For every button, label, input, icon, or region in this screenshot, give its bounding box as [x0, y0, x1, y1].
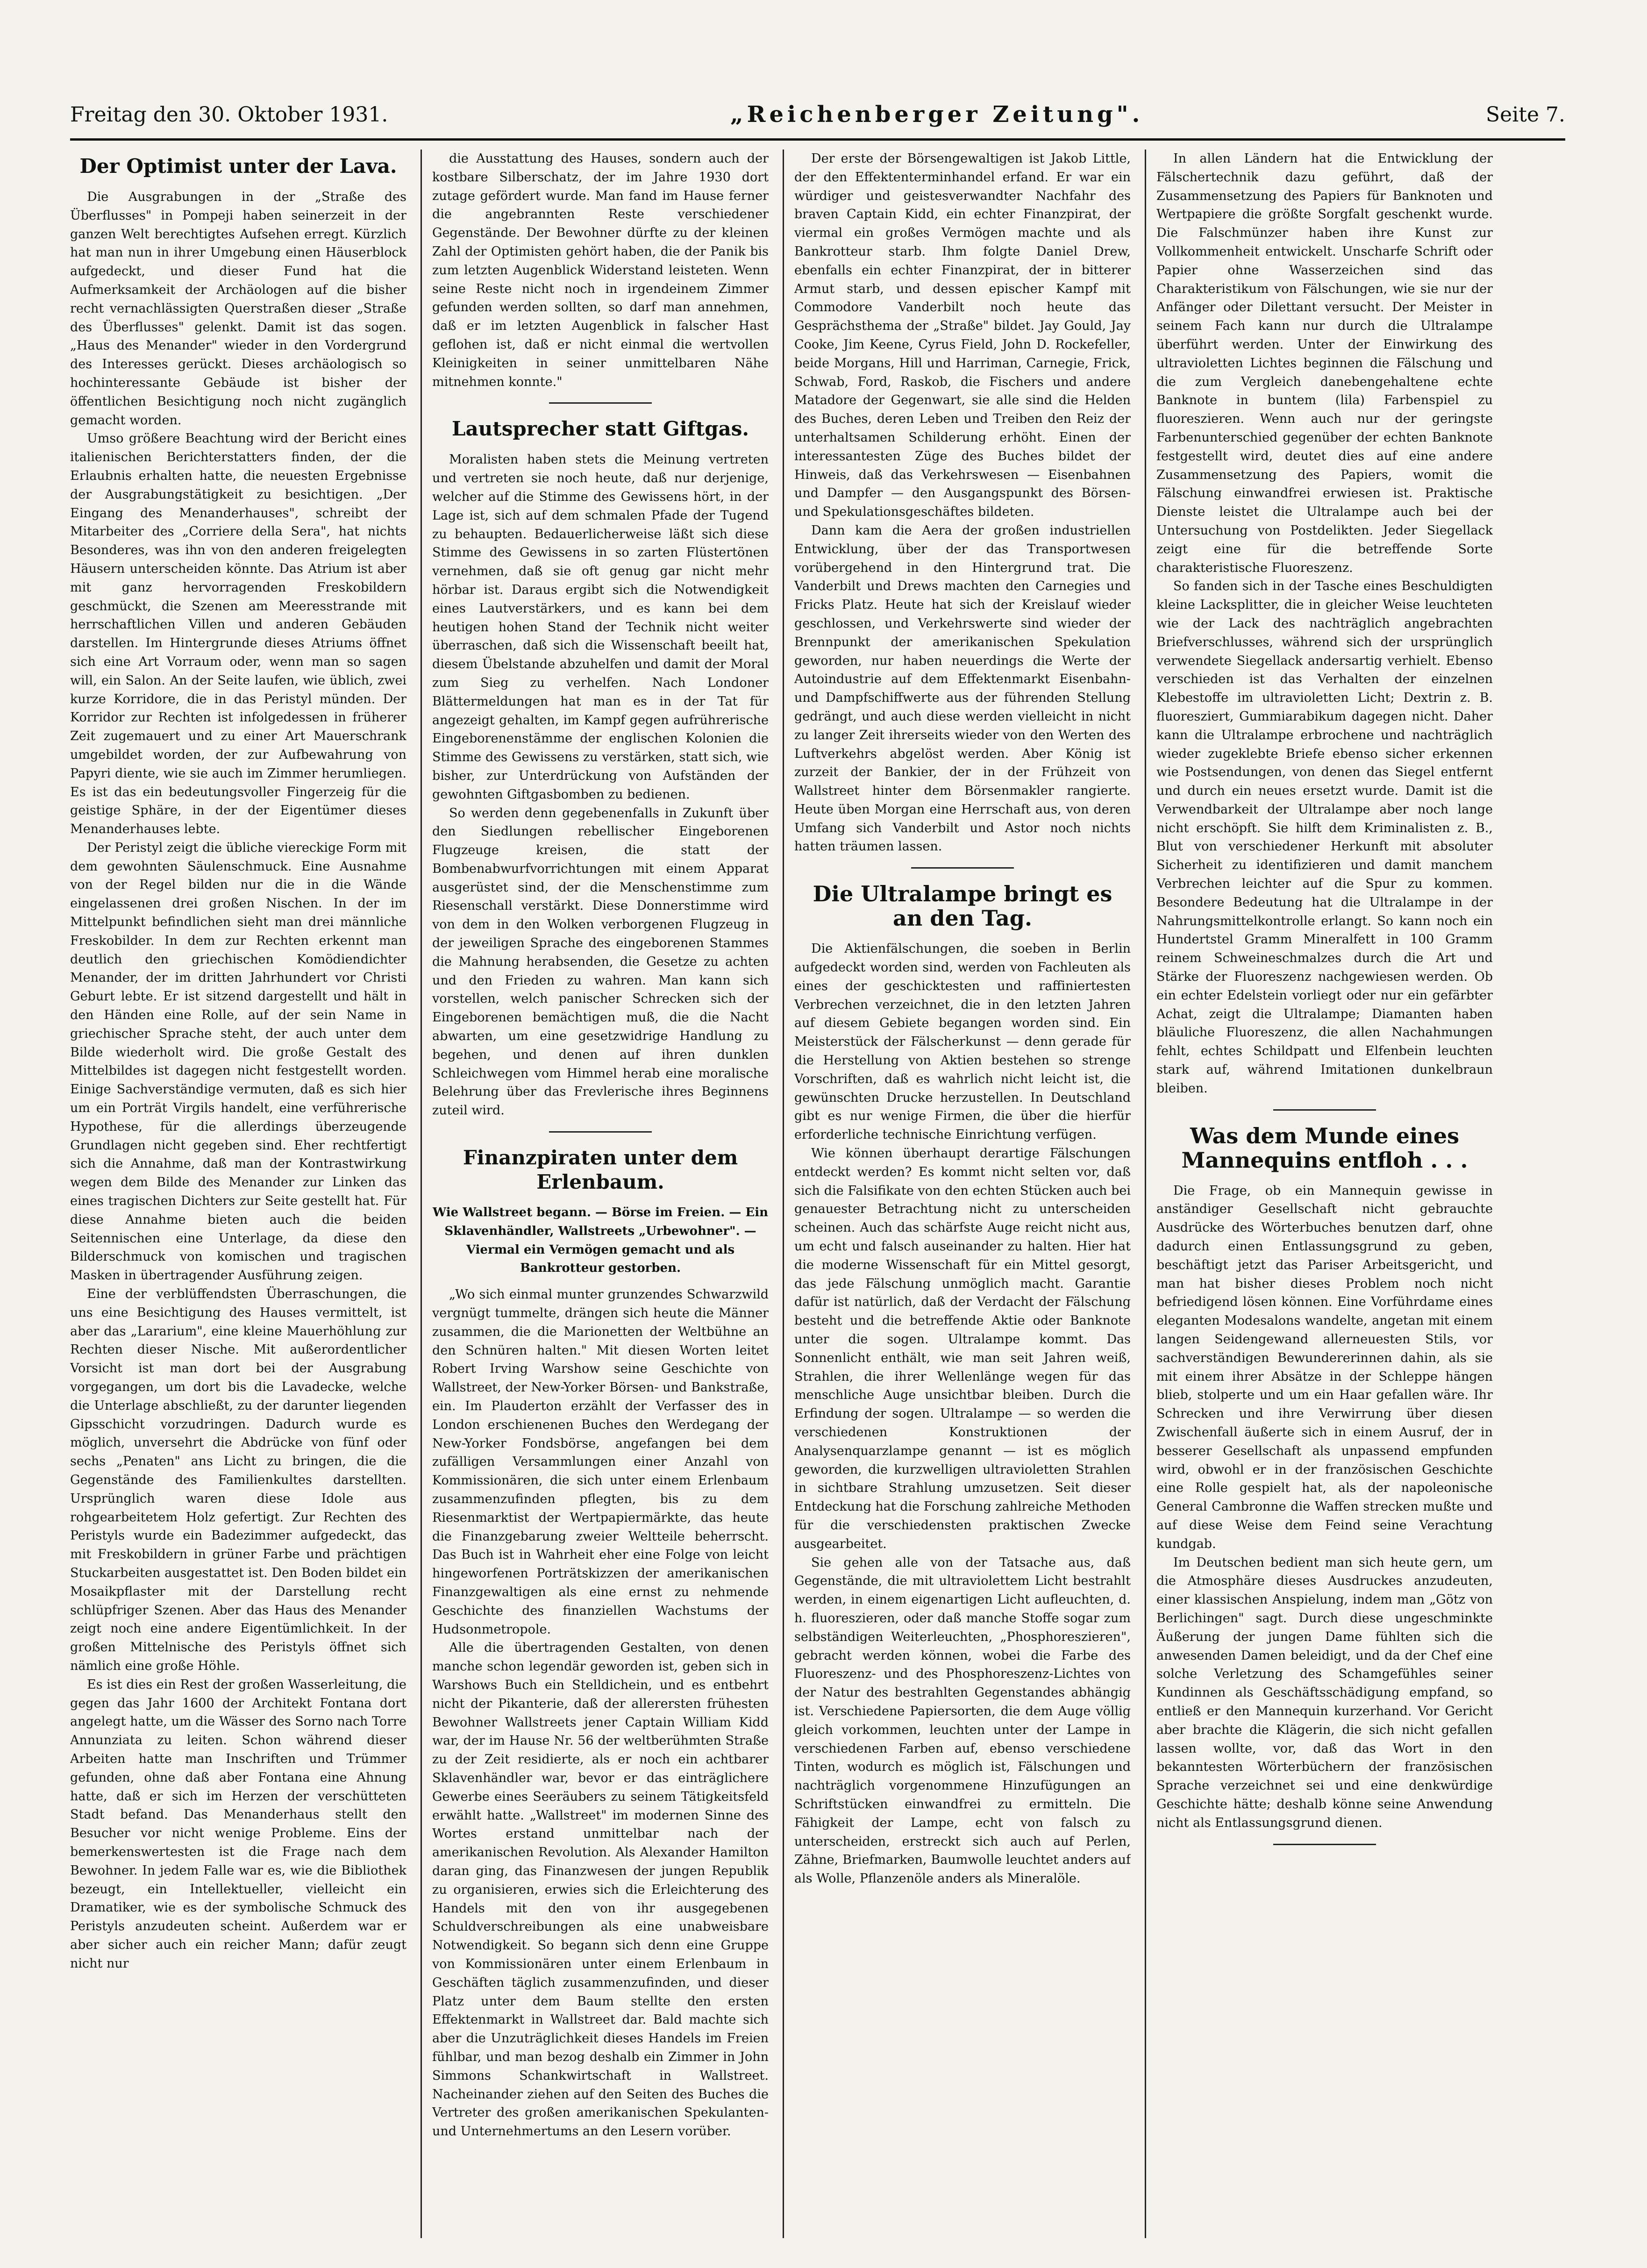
column-divider — [783, 150, 784, 2238]
article-subtitle: Wie Wallstreet begann. — Börse im Freien. — Ein Sklavenhändler, Wallstreets „Urbewohner". — Viermal ein Vermögen gemacht und als Bankrotteur gestorben. — [433, 1205, 768, 1276]
column-4 — [1156, 150, 1493, 2238]
article-paragraph: Umso größere Beachtung wird der Bericht eines italienischen Berichterstatters finden, der die Erlaubnis erhalten hatte, die neuesten Ergebnisse der Ausgrabungstätigkeit zu besichtigen. „Der Eingang des Menanderhauses", schreibt der Mitarbeiter des „Corriere della Sera", hat nichts Besonderes, was ihn von den anderen freigelegten Häusern unterscheiden könnte. Das Atrium ist aber mit ganz hervorragenden Freskobildern geschmückt, die Szenen am Meeresstrande mit herrschaftlichen Villen und anderen Gebäuden darstellen. Im Hintergrunde dieses Atriums öffnet sich eine Art Vorraum oder, wenn man so sagen will, ein Salon. An der Seite laufen, wie üblich, zwei kurze Korridore, die in das Peristyl münden. Der Korridor zur Rechten ist infolgedessen in früherer Zeit zugemauert und zu einer Art Mauerschrank umgebildet worden, der zur Aufbewahrung von Papyri diente, wie sie auch im Zimmer herumliegen. Es ist das ein bedeutungsvoller Fingerzeig für die geistige Sphäre, in der der Eigentümer dieses Menanderhauses lebte. — [70, 431, 406, 837]
header-page-number: Seite 7. — [1486, 102, 1565, 127]
page-header — [70, 93, 1565, 136]
column-divider — [1145, 150, 1146, 2238]
article-paragraph: So werden denn gegebenenfalls in Zukunft über den Siedlungen rebellischer Eingeborenen Flugzeuge kreisen, die statt der Bombenabwurfvorrichtungen mit einem Apparat ausgerüstet sind, der die Menschenstimme zum Riesenschall verstärkt. Diese Donnerstimme wird von dem in den Wolken verborgenen Flugzeug in der jeweiligen Sprache des eingeborenen Stammes die Mahnung herabsenden, die Gesetze zu achten und den Frieden zu wahren. Man kann sich vorstellen, welch panischer Schrecken sich der Eingeborenen bemächtigen muß, die die Nacht abwarten, um eine gesetzwidrige Handlung zu begehen, und denen auf ihren dunklen Schleichwegen vom Himmel herab eine moralische Belehrung über das Frevlerische ihres Beginnens zuteil wird. — [432, 806, 769, 1118]
article-paragraph: „Wo sich einmal munter grunzendes Schwarzwild vergnügt tummelte, drängen sich heute die Männer zusammen, die die Marionetten der Weltbühne an den Schnüren halten." Mit diesen Worten leitet Robert Irving Warshow seine Geschichte von Wallstreet, der New-Yorker Börsen- und Bankstraße, ein. Im Plauderton erzählt der Verfasser des in London erschienenen Buches den Werdegang der New-Yorker Fondsbörse, angefangen bei dem zufälligen Versammlungen einer Anzahl von Kommissionären, die sich unter einem Erlenbaum zusammenzufinden pflegten, bis zu dem Riesenmarktist der Wertpapiermärkte, das heute die Finanzgebarung zweier Weltteile beherrscht. Das Buch ist in Wahrheit eher eine Folge von leicht hingeworfenen Porträtskizzen der amerikanischen Finanzgewaltigen als eine ernst zu nehmende Geschichte des finanziellen Wachstums der Hudsonmetropole. — [432, 1287, 769, 1637]
article-title-finanzpiraten: Finanzpiraten unter dem Erlenbaum. — [463, 1146, 738, 1194]
article-title-ultralampe: Die Ultralampe bringt es an den Tag. — [813, 881, 1112, 931]
article-paragraph: So fanden sich in der Tasche eines Beschuldigten kleine Lacksplitter, die in gleicher Weise leuchteten wie der Lack des nachträglich angebrachten Briefverschlusses, während sich der ursprünglich verwendete Siegellack andersartig verhielt. Ebenso verschieden ist das Verhalten der einzelnen Klebestoffe im ultravioletten Licht; Dextrin z. B. fluoresziert, Gummiarabikum dagegen nicht. Daher kann die Ultralampe erbrochene und nachträglich wieder zugeklebte Briefe ebenso sicher erkennen wie Postsendungen, von denen das Siegel entfernt und durch ein neues ersetzt wurde. Damit ist die Verwendbarkeit der Ultralampe aber noch lange nicht erschöpft. Sie hilft dem Kriminalisten z. B., Blut von verschiedener Herkunft mit absoluter Sicherheit zu identifizieren und damit manchem Verbrechen leichter auf die Spur zu kommen. Besondere Bedeutung hat die Ultralampe in der Nahrungsmittelkontrolle erlangt. So kann noch ein Hundertstel Gramm Mineralfett in 100 Gramm reinem Schweineschmalzes durch die Art und Stärke der Fluoreszenz nachgewiesen werden. Ob ein echter Edelstein vorliegt oder nur ein gefärbter Achat, zeigt die Ultralampe; Diamanten haben bläuliche Fluoreszenz, die allen Nachahmungen fehlt, echtes Schildpatt und Elfenbein leuchten stark auf, während Imitationen dunkelbraun bleiben. — [1156, 579, 1493, 1096]
article-paragraph: Der erste der Börsengewaltigen ist Jakob Little, der den Effektenterminhandel erfand. Er war ein würdiger und geistesverwandter Nachfahr des braven Captain Kidd, ein echter Finanzpirat, der viermal ein großes Vermögen machte und als Bankrotteur starb. Ihm folgte Daniel Drew, ebenfalls ein echter Finanzpirat, der in bitterer Armut starb, und dessen epischer Kampf mit Commodore Vanderbilt noch heute das Gesprächsthema der „Straße" bildet. Jay Gould, Jay Cooke, Jim Keene, Cyrus Field, John D. Rockefeller, beide Morgans, Hill und Harriman, Carnegie, Frick, Schwab, Ford, Raskob, die Fischers und andere Matadore der Gegenwart, sie alle sind die Helden des Buches, deren Leben und Treiben den Reiz der unterhaltsamen Schilderung erhöht. Einen der interessantesten Züge des Buches bildet der Hinweis, daß das Verkehrswesen — Eisenbahnen und Dampfer — den Ausgangspunkt des Börsen- und Spekulationsgeschäftes bildeten. — [794, 151, 1131, 520]
column-2 — [432, 150, 769, 2238]
article-paragraph: die Ausstattung des Hauses, sondern auch der kostbare Silberschatz, der im Jahre 1930 dort zutage gefördert wurde. Man fand im Hause ferner die angebrannten Reste verschiedener Gegenstände. Der Bewohner dürfte zu der kleinen Zahl der Optimisten gehört haben, die der Panik bis zum letzten Augenblick Widerstand leisteten. Wenn seine Reste nicht noch in irgendeinem Zimmer gefunden werden sollten, so darf man annehmen, daß er im letzten Augenblick in falscher Hast geflohen ist, daß er nicht einmal die wertvollen Kleinigkeiten in seiner unmittelbaren Nähe mitnehmen konnte." — [432, 151, 769, 389]
article-paragraph: Der Peristyl zeigt die übliche viereckige Form mit dem gewohnten Säulenschmuck. Eine Ausnahme von der Regel bilden nur die in die Wände eingelassenen drei großen Nischen. In der im Mittelpunkt befindlichen sieht man drei männliche Freskobilder. In dem zur Rechten erkennt man deutlich den griechischen Komödiendichter Menander, der im dritten Jahrhundert vor Christi Geburt lebte. Er ist sitzend dargestellt und hält in den Händen eine Rolle, auf der sein Name in griechischer Sprache steht, der auch unter dem Bilde wiederholt wird. Die große Gestalt des Mittelbildes ist dagegen nicht festgestellt worden. Einige Sachverständige vermuten, daß es sich hier um ein Porträt Virgils handelt, eine verführerische Hypothese, für die allerdings überzeugende Grundlagen nicht gegeben sind. Eher rechtfertigt sich die Annahme, daß man der Kontrastwirkung wegen dem Bilde des Menander zur Linken das eines tragischen Dichters zur Seite gestellt hat. Für diese Annahme bieten auch die beiden Seitennischen eine Unterlage, da diese den Bilderschmuck von komischen und tragischen Masken in übertragender Ausführung zeigen. — [70, 840, 406, 1283]
separator — [1273, 1844, 1376, 1845]
column-divider — [421, 150, 422, 2238]
article-paragraph: Eine der verblüffendsten Überraschungen, die uns eine Besichtigung des Hauses vermittelt, ist aber das „Lararium", eine kleine Mauerhöhlung zur Rechten dieser Nische. Mit außerordentlicher Vorsicht ist man dort bei der Ausgrabung vorgegangen, um dort bis die Lavadecke, welche die Unterlage abschließt, zu der darunter liegenden Gipsschicht vorzudringen. Dadurch wurde es möglich, unversehrt die Abdrücke von fünf oder sechs „Penaten" ans Licht zu bringen, die die Gegenstände des Familienkultes darstellten. Ursprünglich waren diese Idole aus rohgearbeitetem Holz gefertigt. Zur Rechten des Peristyls wurde ein Badezimmer aufgedeckt, das mit Freskobildern in grüner Farbe und prächtigen Stuckarbeiten ausgestattet ist. Den Boden bildet ein Mosaikpflaster mit der Darstellung recht schlüpfriger Szenen. Aber das Haus des Menander zeigt noch eine andere Eigentümlichkeit. In der großen Mittelnische des Peristyls öffnet sich nämlich eine große Höhle. — [70, 1287, 406, 1673]
article-title-lautsprecher: Lautsprecher statt Giftgas. — [452, 417, 749, 441]
header-date: Freitag den 30. Oktober 1931. — [70, 102, 388, 127]
header-rule — [70, 138, 1565, 141]
separator — [1273, 1109, 1376, 1111]
header-paper-name: „Reichenberger Zeitung". — [730, 101, 1144, 128]
article-paragraph: Moralisten haben stets die Meinung vertreten und vertreten sie noch heute, daß nur derjenige, welcher auf die Stimme des Gewissens hört, in der Lage ist, sich auf dem schmalen Pfade der Tugend zu behaupten. Bedauerlicherweise läßt sich diese Stimme des Gewissens in so zarten Flüstertönen vernehmen, daß sie oft genug gar nicht mehr hörbar ist. Daraus ergibt sich die Notwendigkeit eines Lautverstärkers, und es kann bei dem heutigen hohen Stand der Technik nicht weiter überraschen, daß sich die Wissenschaft beeilt hat, diesem Übelstande abzuhelfen und damit der Moral zum Sieg zu verhelfen. Nach Londoner Blättermeldungen hat man es in der Tat für angezeigt gehalten, im Kampf gegen aufrührerische Eingeborenenstämme der englischen Kolonien die Stimme des Gewissens zu verstärken, statt sich, wie bisher, zur Unterdrückung von Aufständen der gewohnten Giftgasbomben zu bedienen. — [432, 452, 769, 802]
article-paragraph: In allen Ländern hat die Entwicklung der Fälschertechnik dazu geführt, daß der Zusammensetzung des Papiers für Banknoten und Wertpapiere die größte Sorgfalt geschenkt wurde. Die Falschmünzer haben ihre Kunst zur Vollkommenheit entwickelt. Unscharfe Schrift oder Papier ohne Wasserzeichen sind das Charakteristikum von Fälschungen, wie sie nur der Anfänger oder Dilettant versucht. Der Meister in seinem Fach kann nur durch die Ultralampe überführt werden. Unter der Einwirkung des ultravioletten Lichtes beginnen die Fälschung und die zum Vergleich danebengehaltene echte Banknote in buntem (lila) Farbenspiel zu fluoreszieren. Wenn auch nur der geringste Farbenunterschied gegenüber der echten Banknote festgestellt wird, deutet dies auf eine andere Zusammensetzung des Papiers, womit die Fälschung einwandfrei erwiesen ist. Praktische Dienste leistet die Ultralampe auch bei der Untersuchung von Postdelikten. Jeder Siegellack zeigt eine für die betreffende Sorte charakteristische Fluoreszenz. — [1156, 151, 1493, 575]
article-paragraph: Die Frage, ob ein Mannequin gewisse in anständiger Gesellschaft nicht gebrauchte Ausdrücke des Wörterbuches benutzen darf, ohne dadurch einen Entlassungsgrund zu geben, beschäftigt jetzt das Pariser Arbeitsgericht, und man hat bisher dieses Problem noch nicht befriedigend lösen können. Eine Vorführdame eines eleganten Modesalons wandelte, angetan mit einem langen Seidengewand allerneuesten Stils, vor sachverständigen Bewundererinnen dahin, als sie mit einem ihrer Absätze in der Schleppe hängen blieb, stolperte und um ein Haar gefallen wäre. Ihr Schrecken und ihre Verwirrung über diesen Zwischenfall äußerte sich in einem Ausruf, der in besserer Gesellschaft als unpassend empfunden wird, obwohl er in der französischen Geschichte eine Rolle gespielt hat, als der napoleonische General Cambronne die Waffen strecken mußte und auf diese Weise dem Feind seine Verachtung kundgab. — [1156, 1183, 1493, 1551]
article-paragraph: Die Ausgrabungen in der „Straße des Überflusses" in Pompeji haben seinerzeit in der ganzen Welt berechtigtes Aufsehen erregt. Kürzlich hat man nun in ihrer Umgebung einen Häuserblock aufgedeckt, und dieser Fund hat die Aufmerksamkeit der Archäologen auf die bisher recht vernachlässigten Querstraßen dieser „Straße des Überflusses" gelenkt. Damit ist das sogen. „Haus des Menander" wieder in den Vordergrund des Interesses gerückt. Dieses archäologisch so hochinteressante Gebäude ist bisher der öffentlichen Besichtigung noch nicht zugänglich gemacht worden. — [70, 190, 406, 428]
article-paragraph: Die Aktienfälschungen, die soeben in Berlin aufgedeckt worden sind, werden von Fachleuten als eines der geschicktesten und raffiniertesten Verbrechen verzeichnet, die in den letzten Jahren auf diesem Gebiete begangen worden sind. Ein Meisterstück der Fälscherkunst — denn gerade für die Herstellung von Aktien bestehen so strenge Vorschriften, daß es wahrlich nicht leicht ist, die gewünschten Drucke herzustellen. In Deutschland gibt es nur wenige Firmen, die über die hierfür erforderliche technische Einrichtung verfügen. — [794, 941, 1131, 1142]
article-paragraph: Sie gehen alle von der Tatsache aus, daß Gegenstände, die mit ultraviolettem Licht bestrahlt werden, in einem eigenartigen Licht aufleuchten, d. h. fluoreszieren, oder daß manche Stoffe sogar zum selbständigen Weiterleuchten, „Phosphoreszieren", gebracht werden können, wobei die Farbe des Fluoreszenz- und des Phosphoreszenz-Lichtes von der Natur des bestrahlten Gegenstandes abhängig ist. Verschiedene Papiersorten, die dem Auge völlig gleich vorkommen, leuchten unter der Lampe in verschiedenen Farben auf, ebenso verschiedene Tinten, wodurch es möglich ist, Fälschungen und nachträglich vorgenommene Hinzufügungen an Schriftstücken einwandfrei zu ermitteln. Die Fähigkeit der Lampe, echt von falsch zu unterscheiden, erstreckt sich auch auf Perlen, Zähne, Briefmarken, Baumwolle leuchtet anders auf als Wolle, Pflanzenöle anders als Mineralöle. — [794, 1555, 1131, 1886]
article-title-mannequin: Was dem Munde eines Mannequins entfloh . . . — [1181, 1123, 1468, 1173]
separator — [549, 402, 652, 404]
column-1 — [70, 150, 406, 2238]
article-paragraph: Es ist dies ein Rest der großen Wasserleitung, die gegen das Jahr 1600 der Architekt Fontana dort angelegt hatte, um die Wässer des Sorno nach Torre Annunziata zu leiten. Schon während dieser Arbeiten hatte man Inschriften und Trümmer gefunden, ohne daß aber Fontana eine Ahnung hatte, daß er sich im Herzen der verschütteten Stadt befand. Das Menanderhaus stellt den Besucher vor nicht wenige Probleme. Eins der bemerkenswertesten ist die Frage nach dem Bewohner. In jedem Falle war es, wie die Bibliothek bezeugt, ein Intellektueller, vielleicht ein Dramatiker, wie es der symbolische Schmuck des Peristyls anzudeuten scheint. Außerdem war er aber sicher auch ein reicher Mann; dafür zeugt nicht nur — [70, 1677, 406, 1971]
column-3 — [794, 150, 1131, 2238]
article-title-optimist: Der Optimist unter der Lava. — [79, 155, 397, 178]
article-paragraph: Alle die übertragenden Gestalten, von denen manche schon legendär geworden ist, geben sich in Warshows Buch ein Stelldichein, und es entbehrt nicht der Pikanterie, daß der allerersten frühesten Bewohner Wallstreets jener Captain William Kidd war, der im Hause Nr. 56 der weltberühmten Straße zu der Zeit residierte, als er noch ein achtbarer Sklavenhändler war, bevor er das einträglichere Gewerbe eines Seeräubers zu seinem Tätigkeitsfeld erwählt hatte. „Wallstreet" im modernen Sinne des Wortes erstand unmittelbar nach der amerikanischen Revolution. Als Alexander Hamilton daran ging, das Finanzwesen der jungen Republik zu organisieren, erwies sich die Erleichterung des Handels mit den von ihr ausgegebenen Schuldverschreibungen als eine unabweisbare Notwendigkeit. So begann sich denn eine Gruppe von Kommissionären unter einem Erlenbaum in Geschäften täglich zusammenzufinden, und dieser Platz unter dem Baum stellte den ersten Effektenmarkt in Wallstreet dar. Bald machte sich aber die Unzuträglichkeit dieses Handels im Freien fühlbar, und man bezog deshalb ein Zimmer in John Simmons Schankwirtschaft in Wallstreet. Nacheinander ziehen auf den Seiten des Buches die Vertreter des großen amerikanischen Spekulanten- und Unternehmertums an den Lesern vorüber. — [432, 1640, 769, 2139]
article-paragraph: Wie können überhaupt derartige Fälschungen entdeckt werden? Es kommt nicht selten vor, daß sich die Falsifikate von den echten Stücken auch bei genauester Betrachtung nicht zu unterscheiden scheinen. Auch das schärfste Auge reicht nicht aus, um echt und falsch auseinander zu halten. Hier hat die moderne Wissenschaft für ein Mittel gesorgt, das jede Fälschung unmöglich macht. Garantie dafür ist natürlich, daß der Verdacht der Fälschung besteht und die betreffende Aktie oder Banknote unter die sogen. Ultralampe kommt. Das Sonnenlicht enthält, wie man seit Jahren weiß, Strahlen, die ihrer Wellenlänge wegen für das menschliche Auge unsichtbar bleiben. Durch die Erfindung der sogen. Ultralampe — so werden die verschiedenen Konstruktionen der Analysenquarzlampe genannt — ist es möglich geworden, die kurzwelligen ultravioletten Strahlen in sichtbare Strahlung umzusetzen. Seit dieser Entdeckung hat die Forschung zahlreiche Methoden für die verschiedensten praktischen Zwecke ausgearbeitet. — [794, 1146, 1131, 1551]
article-paragraph: Dann kam die Aera der großen industriellen Entwicklung, über der das Transportwesen vorübergehend in den Hintergrund trat. Die Vanderbilt und Drews machten den Carnegies und Fricks Platz. Heute hat sich der Kreislauf wieder geschlossen, und Verkehrswerte sind wieder der Brennpunkt der amerikanischen Spekulation geworden, nur haben neuerdings die Werte der Autoindustrie auf dem Effektenmarkt Eisenbahn- und Dampfschiffwerte aus der führenden Stellung gedrängt, und auch diese werden vielleicht in nicht zu langer Zeit ihrerseits wieder von den Werten des Luftverkehrs abgelöst werden. Aber König ist zurzeit der Bankier, der in der Frühzeit von Wallstreet hinter dem Börsenmakler rangierte. Heute üben Morgan eine Herrschaft aus, von deren Umfang sich Vanderbilt und Astor noch nichts hatten träumen lassen. — [794, 523, 1131, 854]
separator — [911, 867, 1014, 869]
article-paragraph: Im Deutschen bedient man sich heute gern, um die Atmosphäre dieses Ausdruckes anzudeuten, einer klassischen Anspielung, indem man „Götz von Berlichingen" sagt. Durch diese ungeschminkte Äußerung der jungen Dame fühlten sich die anwesenden Damen beleidigt, und da der Chef eine solche Verletzung des Schamgefühles seiner Kundinnen als Geschäftsschädigung empfand, so entließ er den Mannequin kurzerhand. Vor Gericht aber brachte die Klägerin, die sich nicht gefallen lassen wollte, vor, daß das Wort in den bekanntesten Wörterbüchern der französischen Sprache verzeichnet sei und eine denkwürdige Geschichte hätte; deshalb könne seine Anwendung nicht als Entlassungsgrund dienen. — [1156, 1555, 1493, 1830]
separator — [549, 1131, 652, 1133]
